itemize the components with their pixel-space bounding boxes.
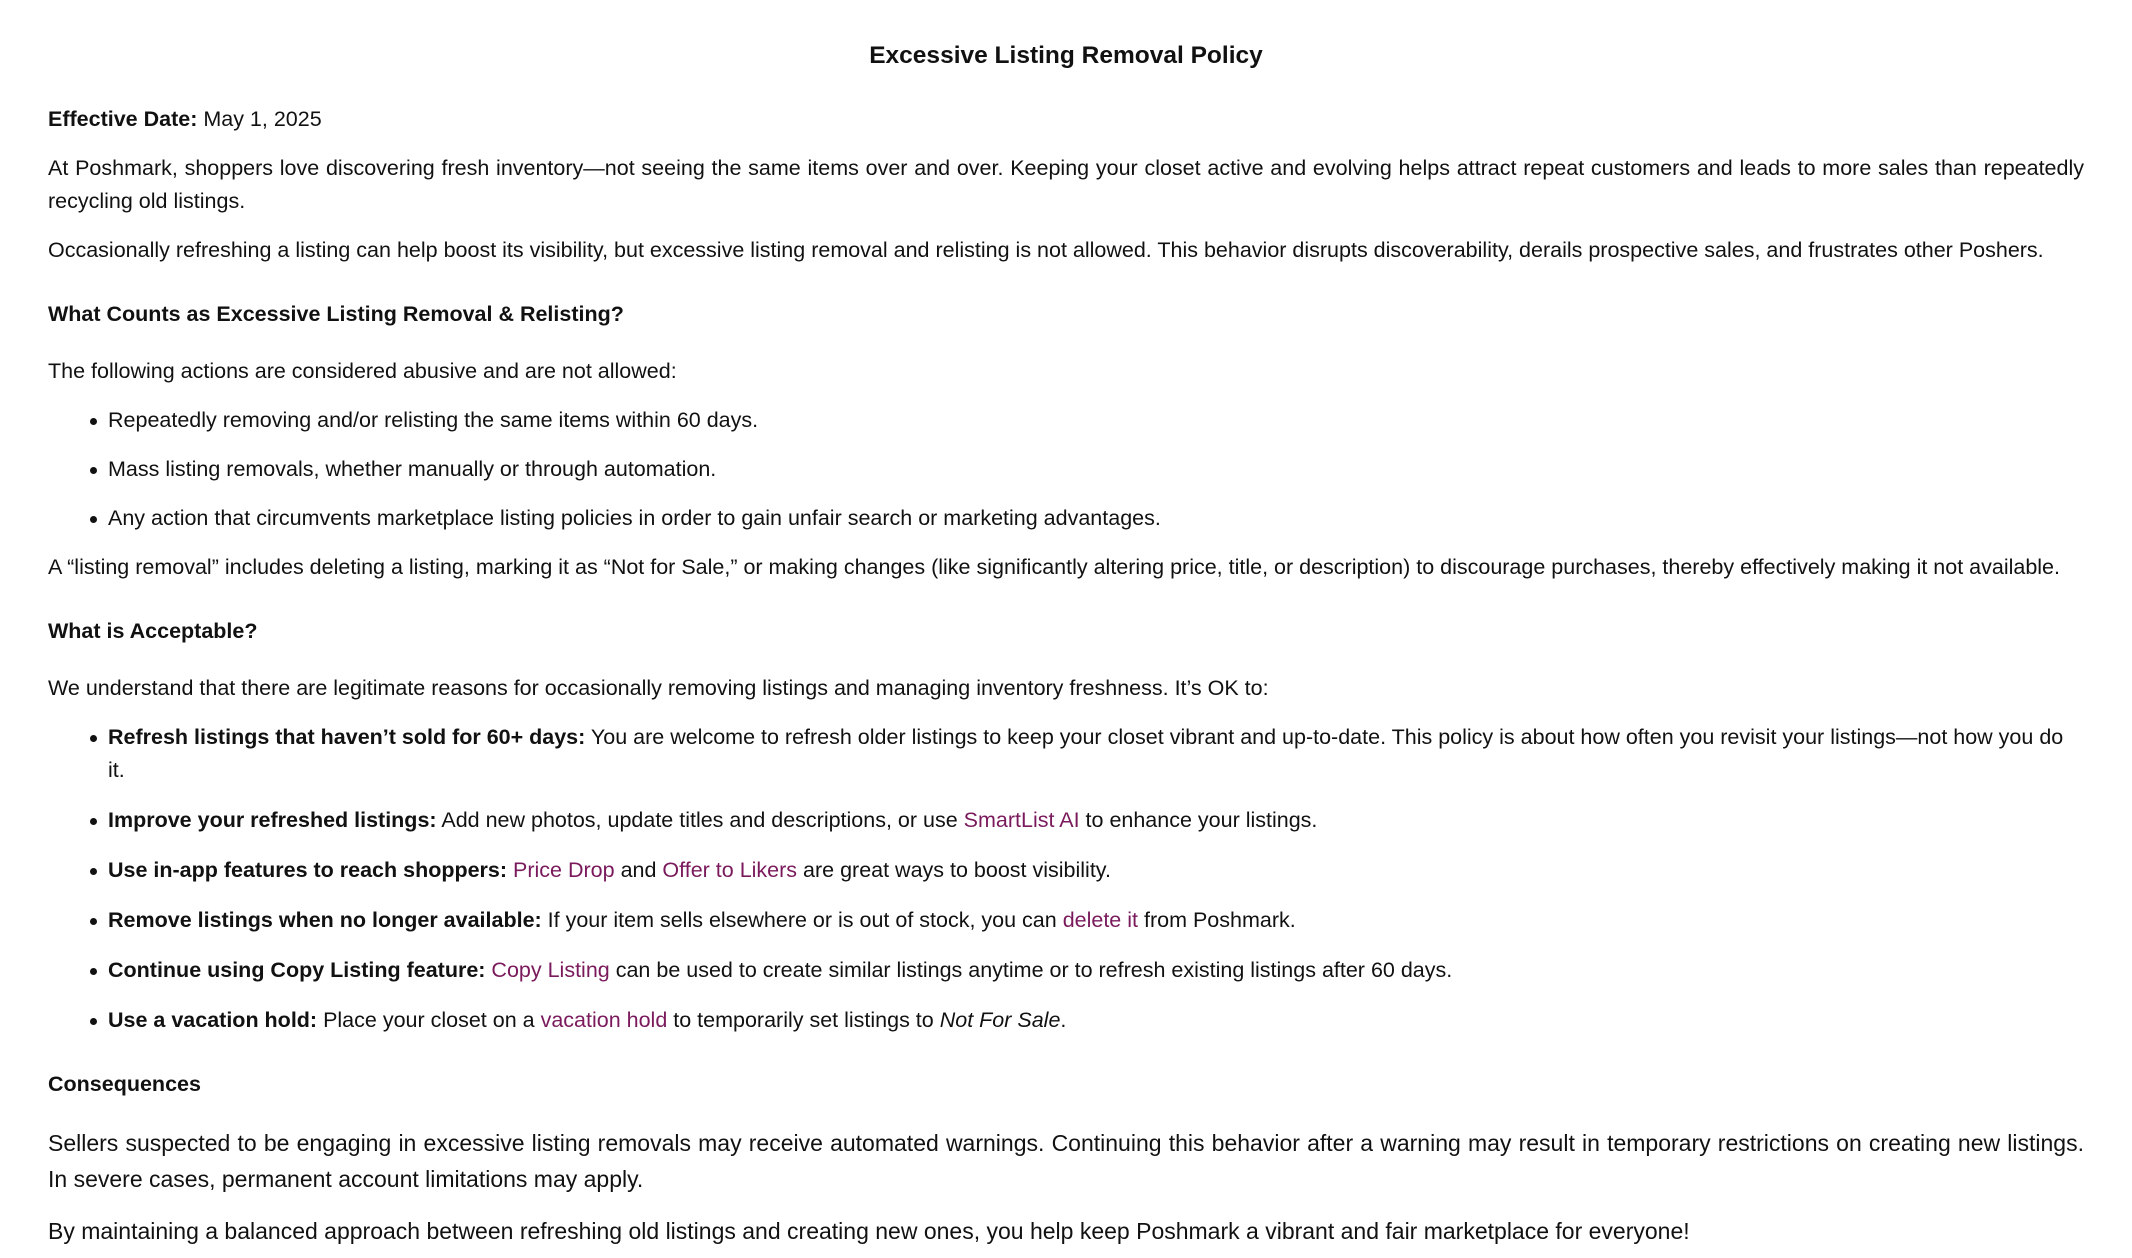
section-heading-consequences: Consequences (48, 1072, 201, 1096)
intro-paragraph: Occasionally refreshing a listing can help boost its visibility, but excessive listing removal and relisting is not allowed. This behavior disrupts discoverability, derails prospective sales, and frustrates other Poshers. (48, 238, 2044, 262)
what-counts-lead: The following actions are considered abusive and are not allowed: (48, 359, 677, 383)
smartlist-ai-link[interactable]: SmartList AI (963, 808, 1080, 832)
item-text: to temporarily set listings to (667, 1008, 940, 1032)
item-text: You are welcome to refresh older listings to keep your closet vibrant and up-to-date. This policy is about how often you revisit your listings—not how you do it. (108, 725, 2064, 782)
intro-paragraph: At Poshmark, shoppers love discovering fresh inventory—not seeing the same items over and over. Keeping your closet active and evolving helps attract repeat customers and leads to more sales than repeatedly recycling old listings. (48, 156, 2084, 213)
item-label: Improve your refreshed listings: (108, 808, 437, 832)
page-title: Excessive Listing Removal Policy (869, 42, 1263, 69)
section-heading-what-counts: What Counts as Excessive Listing Removal & Relisting? (48, 302, 624, 326)
listing-removal-note: A “listing removal” includes deleting a listing, marking it as “Not for Sale,” or making changes (like significantly altering price, title, or description) to discourage purchases, thereby effectively making it not available. (48, 555, 2060, 579)
list-item (108, 854, 2084, 887)
item-text: can be used to create similar listings anytime or to refresh existing listings after 60 days. (609, 958, 1453, 982)
item-text: from Poshmark. (1138, 908, 1296, 932)
item-label: Refresh listings that haven’t sold for 60+ days: (108, 725, 586, 749)
list-item (108, 804, 2084, 837)
acceptable-list (48, 721, 2084, 1037)
section-heading-acceptable: What is Acceptable? (48, 619, 258, 643)
item-label: Continue using Copy Listing feature: (108, 958, 486, 982)
item-text: Add new photos, update titles and descriptions, or use (436, 808, 964, 832)
consequences-section (48, 1068, 2084, 1249)
list-item (108, 1004, 2084, 1037)
list-item (108, 954, 2084, 987)
list-item: Repeatedly removing and/or relisting the same items within 60 days. (108, 404, 2084, 437)
delete-it-link[interactable]: delete it (1062, 908, 1138, 932)
offer-to-likers-link[interactable]: Offer to Likers (662, 858, 798, 882)
item-text: If your item sells elsewhere or is out of stock, you can (541, 908, 1063, 932)
not-allowed-list (48, 404, 2084, 535)
item-label: Remove listings when no longer available: (108, 908, 542, 932)
item-label: Use a vacation hold: (108, 1008, 318, 1032)
effective-date (48, 103, 2084, 136)
item-text: . (1060, 1008, 1067, 1032)
list-item: Any action that circumvents marketplace listing policies in order to gain unfair search or marketing advantages. (108, 502, 2084, 535)
price-drop-link[interactable]: Price Drop (513, 858, 615, 882)
acceptable-lead: We understand that there are legitimate reasons for occasionally removing listings and managing inventory freshness. It’s OK to: (48, 676, 1269, 700)
list-item (108, 904, 2084, 937)
effective-date-value: May 1, 2025 (197, 107, 322, 131)
item-text: Place your closet on a (317, 1008, 541, 1032)
item-text: and (614, 858, 663, 882)
copy-listing-link[interactable]: Copy Listing (491, 958, 610, 982)
consequences-paragraph: Sellers suspected to be engaging in excessive listing removals may receive automated warnings. Continuing this behavior after a warning may result in temporary restrictions on creating new listings. In severe cases, permanent account limitations may apply. (48, 1130, 2084, 1192)
list-item (108, 721, 2084, 787)
closing-paragraph: By maintaining a balanced approach between refreshing old listings and creating new ones, you help keep Poshmark a vibrant and fair marketplace for everyone! (48, 1218, 1690, 1244)
item-text: are great ways to boost visibility. (797, 858, 1111, 882)
item-label: Use in-app features to reach shoppers: (108, 858, 508, 882)
vacation-hold-link[interactable]: vacation hold (540, 1008, 668, 1032)
not-for-sale-text: Not For Sale (939, 1008, 1061, 1032)
item-text: to enhance your listings. (1079, 808, 1318, 832)
list-item: Mass listing removals, whether manually or through automation. (108, 453, 2084, 486)
effective-date-label: Effective Date: (48, 107, 198, 131)
